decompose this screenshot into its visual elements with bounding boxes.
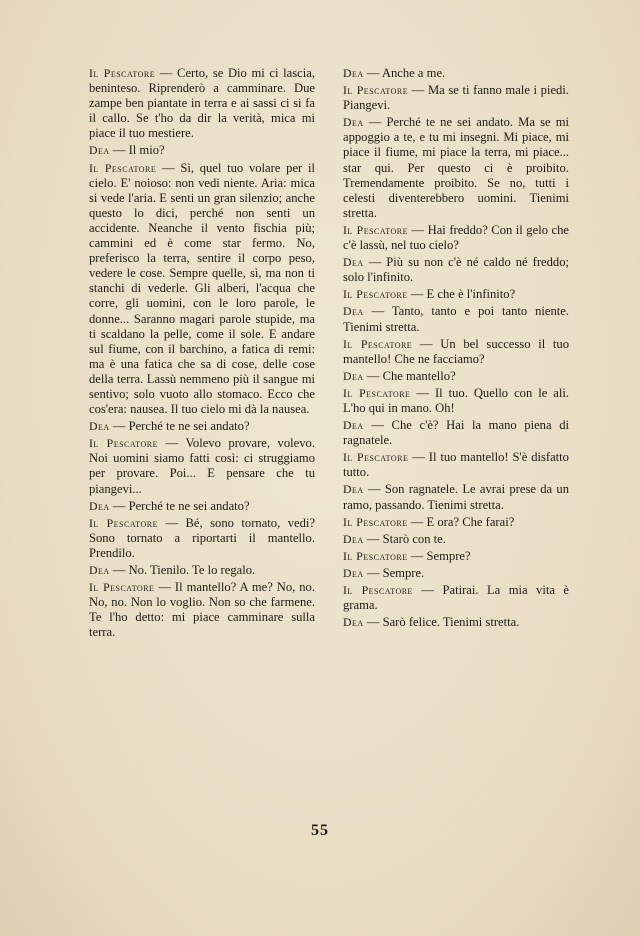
speaker-name: Dea [343,368,364,383]
dialogue-line [343,549,569,564]
speaker-name: Il Pescatore [343,514,408,529]
speaker-name: Il Pescatore [343,287,408,302]
dialogue-line [89,161,315,418]
dialogue-text: — Patirai. La mia vita è grama. [343,583,569,613]
dialogue-line [343,223,569,253]
speaker-name: Dea [89,563,110,577]
speaker-name: Dea [343,115,364,130]
dialogue-text: — Il tuo. Quello con le ali. L'ho qui in mano. Oh! [343,385,569,415]
dialogue-text: — Hai freddo? Con il gelo che c'è lassù, nel tuo cielo? [343,222,569,253]
dialogue-line [89,143,315,158]
dialogue-line [343,450,569,480]
dialogue-text: — Ma se ti fanno male i piedi. Piangevi. [343,83,569,113]
dialogue-line [89,419,315,434]
speaker-name: Il Pescatore [343,336,413,351]
dialogue-text: — No. Tienilo. Te lo regalo. [112,563,256,577]
dialogue-line [343,566,569,581]
dialogue-text: — E ora? Che farai? [410,514,515,529]
dialogue-text: — Il mantello? A me? No, no. No, no. Non lo voglio. Non so che farmene. Te l'ho detto: mi piace camminare sulla terra. [89,580,315,640]
speaker-name: Il Pescatore [89,66,156,80]
dialogue-line [343,66,569,81]
dialogue-line [343,615,569,630]
dialogue-text: — Perché te ne sei andato? [112,419,250,434]
dialogue-text: — Sempre. [366,565,425,580]
dialogue-line [343,287,569,302]
dialogue-text: — Che mantello? [366,368,456,383]
dialogue-line [343,255,569,285]
dialogue-text: — Sempre? [410,548,471,563]
speaker-name: Dea [343,482,364,497]
dialogue-text: — Anche a me. [366,66,446,80]
speaker-name: Dea [89,498,110,513]
dialogue-line [343,418,569,448]
speaker-name: Dea [343,531,364,546]
dialogue-text: — Starò con te. [366,531,446,546]
right-column [343,66,569,632]
dialogue-text: — Il mio? [112,143,165,158]
speaker-name: Dea [343,66,364,80]
speaker-name: Dea [89,143,110,158]
dialogue-line [343,532,569,547]
dialogue-line [343,337,569,367]
speaker-name: Il Pescatore [89,580,155,595]
left-column [89,66,315,642]
speaker-name: Dea [343,615,364,630]
dialogue-line [343,369,569,384]
speaker-name: Dea [343,304,364,319]
speaker-name: Il Pescatore [343,222,408,237]
speaker-name: Dea [343,255,364,270]
dialogue-line [343,304,569,334]
page-number: 55 [311,822,329,839]
speaker-name: Il Pescatore [89,436,159,451]
speaker-name: Il Pescatore [89,160,157,175]
dialogue-line [343,83,569,113]
dialogue-text: — Perché te ne sei andato. Ma se mi appoggio a te, e tu mi insegni. Mi piace, mi piace il fiume, mi piace la terra, mi piace... star qui. Per questo ci è proibito. Tremendamente proibito. Se no, tutti i celesti diventerebbero uomini. Tienimi stretta. [343,115,569,220]
dialogue-text: — Certo, se Dio mi ci lascia, beninteso. Riprenderò a camminare. Due zampe ben piantate in terra e ai sassi ci si fa il callo. Se t'ho da dir la verità, mica mi piace il tuo mestiere. [89,66,315,141]
speaker-name: Il Pescatore [343,583,413,597]
dialogue-text: — Bé, sono tornato, vedi? Sono tornato a riportarti il mantello. Prendilo. [89,515,315,560]
dialogue-line [89,66,315,141]
dialogue-text: — Volevo provare, volevo. Noi uomini siamo fatti così: ci struggiamo per provare. Poi... E pensare che tu piangevi... [89,436,315,496]
dialogue-text: — Son ragnatele. Le avrai prese da un ramo, passando. Tienimi stretta. [343,482,569,512]
dialogue-text: — Sì, quel tuo volare per il cielo. E' noioso: non vedi niente. Aria: mica si vede l'aria. E senti un gran silenzio; anche questo lo dici, perché non senti un accidente. Neanche il vento fischia più; cammini ed è come star fermo. No, preferisco la terra, sentire il corpo peso, vedere le cose. Sempre quelle, sì, ma non ti stanchi di vederle. Gli alberi, l'acqua che corre, gli uomini, con le loro parole, le donne... Saranno magari parole stupide, ma ti scaldano la pelle, come il sole. E andare sul fiume, con il barchino, a fatica di remi: ma è una fatica che sa di cose, delle cose della terra. Lassù nemmeno più il sangue mi sentivo; solo vuoto allo stomaco. Ecco che cos'era: nausea. Il tuo cielo mi dà la nausea. [89,160,315,417]
dialogue-text: — Che c'è? Hai la mano piena di ragnatele. [343,418,569,448]
speaker-name: Dea [89,419,110,434]
dialogue-line [343,515,569,530]
speaker-name: Il Pescatore [343,83,409,98]
dialogue-line [89,563,315,578]
dialogue-line [343,583,569,613]
dialogue-text: — Un bel successo il tuo mantello! Che ne facciamo? [343,336,569,366]
speaker-name: Il Pescatore [343,548,408,563]
dialogue-text: — Più su non c'è né caldo né freddo; solo l'infinito. [343,255,569,285]
dialogue-line [89,499,315,514]
dialogue-line [343,386,569,416]
speaker-name: Dea [343,565,364,580]
dialogue-text: — Sarò felice. Tienimi stretta. [366,615,520,630]
dialogue-text: — Perché te ne sei andato? [112,498,250,513]
dialogue-line [343,115,569,221]
dialogue-text: — Tanto, tanto e poi tanto niente. Tienimi stretta. [343,304,569,334]
dialogue-line [89,516,315,561]
dialogue-line [89,580,315,640]
dialogue-line [89,436,315,496]
speaker-name: Il Pescatore [343,385,411,400]
speaker-name: Dea [343,418,364,433]
dialogue-text: — E che è l'infinito? [410,287,516,302]
speaker-name: Il Pescatore [343,450,409,465]
dialogue-line [343,482,569,512]
speaker-name: Il Pescatore [89,515,158,530]
dialogue-text: — Il tuo mantello! S'è disfatto tutto. [343,450,569,480]
